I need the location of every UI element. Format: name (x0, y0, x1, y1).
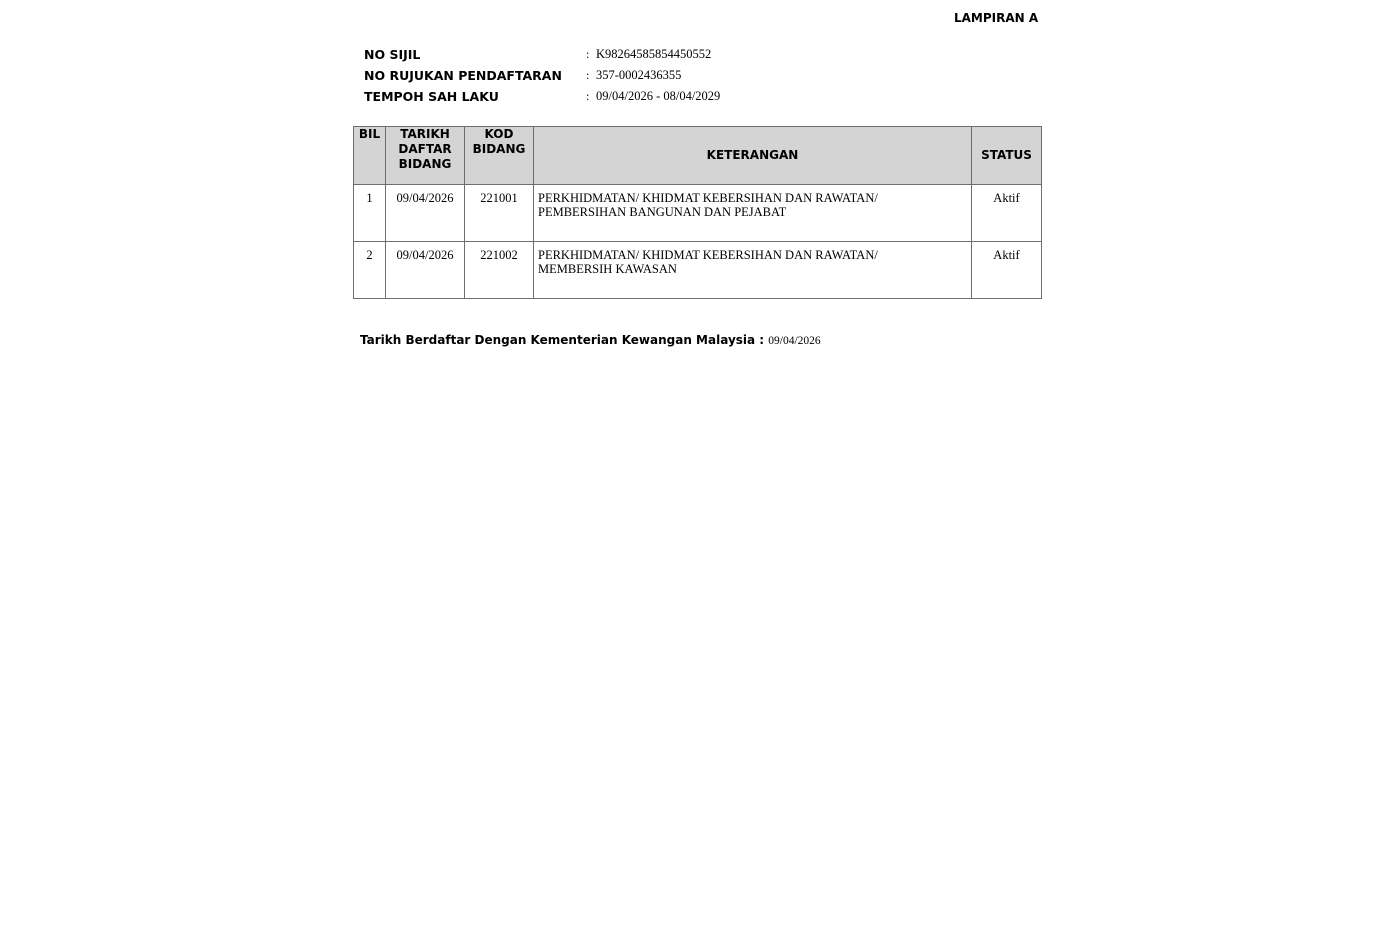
table-row (354, 185, 1042, 242)
registration-date-label: Tarikh Berdaftar Dengan Kementerian Kewangan Malaysia : (360, 333, 765, 347)
cell-bil: 2 (354, 242, 386, 299)
colon: : (586, 68, 590, 82)
cell-status: Aktif (972, 185, 1042, 242)
header-tarikh: TARIKH DAFTAR BIDANG (386, 127, 465, 185)
keterangan-line: PERKHIDMATAN/ KHIDMAT KEBERSIHAN DAN RAWATAN/ (538, 248, 878, 262)
header-bil: BIL (354, 127, 386, 185)
cell-keterangan (534, 185, 972, 242)
tempoh-label: TEMPOH SAH LAKU (364, 89, 499, 104)
table-row (354, 242, 1042, 299)
cell-tarikh: 09/04/2026 (386, 242, 465, 299)
cell-keterangan (534, 242, 972, 299)
colon: : (586, 89, 590, 103)
cell-kod: 221002 (465, 242, 534, 299)
registration-date (360, 333, 821, 347)
lampiran-label: LAMPIRAN A (954, 11, 1039, 25)
cell-kod: 221001 (465, 185, 534, 242)
header-keterangan: KETERANGAN (534, 127, 972, 185)
cell-bil: 1 (354, 185, 386, 242)
colon: : (586, 47, 590, 61)
keterangan-line: PEMBERSIHAN BANGUNAN DAN PEJABAT (538, 205, 787, 219)
bidang-table (353, 126, 1042, 299)
registration-date-value: 09/04/2026 (768, 335, 821, 347)
table-header-row (354, 127, 1042, 185)
cell-status: Aktif (972, 242, 1042, 299)
no-rujukan-label: NO RUJUKAN PENDAFTARAN (364, 68, 562, 83)
header-status: STATUS (972, 127, 1042, 185)
no-sijil-value: K98264585854450552 (596, 47, 712, 61)
tempoh-value: 09/04/2026 - 08/04/2029 (596, 89, 721, 103)
keterangan-line: MEMBERSIH KAWASAN (538, 262, 677, 276)
no-rujukan-value: 357-0002436355 (596, 68, 682, 82)
cell-tarikh: 09/04/2026 (386, 185, 465, 242)
no-sijil-label: NO SIJIL (364, 47, 421, 62)
keterangan-line: PERKHIDMATAN/ KHIDMAT KEBERSIHAN DAN RAWATAN/ (538, 191, 878, 205)
header-kod: KOD BIDANG (465, 127, 534, 185)
